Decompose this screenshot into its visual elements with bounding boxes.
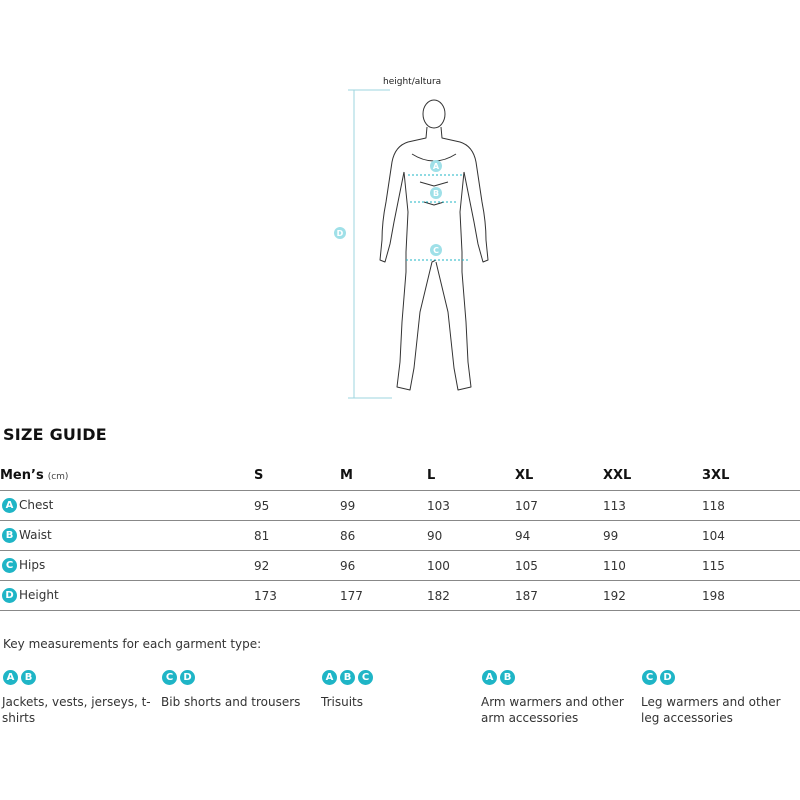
key-item-jackets (2, 667, 157, 726)
badge-d: D (180, 670, 195, 685)
badge-d: D (660, 670, 675, 685)
badge-b: B (340, 670, 355, 685)
cell: 95 (254, 491, 340, 521)
table-row (0, 521, 800, 551)
cell: 99 (603, 521, 702, 551)
cell: 173 (254, 581, 340, 611)
cell: 103 (427, 491, 515, 521)
key-item-text: Trisuits (321, 695, 363, 709)
size-xxl: XXL (603, 460, 702, 491)
header-label: Men’s (cm) (0, 460, 254, 491)
cell: 177 (340, 581, 427, 611)
svg-text:A: A (432, 162, 440, 171)
badge-a: A (322, 670, 337, 685)
cell: 182 (427, 581, 515, 611)
cell: 187 (515, 581, 603, 611)
cell: 99 (340, 491, 427, 521)
badge-d: D (2, 588, 17, 603)
header-unit: (cm) (47, 471, 69, 482)
cell: 192 (603, 581, 702, 611)
cell: 81 (254, 521, 340, 551)
cell: 107 (515, 491, 603, 521)
cell: 115 (702, 551, 800, 581)
svg-text:B: B (432, 189, 440, 198)
page-title: SIZE GUIDE (3, 425, 107, 444)
table-row (0, 551, 800, 581)
height-label: height/altura (383, 77, 442, 87)
cell: 90 (427, 521, 515, 551)
table-row (0, 581, 800, 611)
size-xl: XL (515, 460, 603, 491)
svg-text:D: D (336, 229, 344, 238)
badge-a: A (3, 670, 18, 685)
cell: 105 (515, 551, 603, 581)
key-item-trisuits (321, 667, 476, 710)
key-item-text: Leg warmers and other leg accessories (641, 695, 781, 725)
cell: 96 (340, 551, 427, 581)
body-measurement-figure (330, 72, 510, 407)
marker-d (334, 227, 346, 239)
size-l: L (427, 460, 515, 491)
row-label-height: D Height (0, 581, 254, 611)
size-table (0, 460, 800, 611)
cell: 198 (702, 581, 800, 611)
key-item-text: Arm warmers and other arm accessories (481, 695, 624, 725)
marker-c (430, 244, 442, 256)
cell: 86 (340, 521, 427, 551)
badge-a: A (482, 670, 497, 685)
key-item-bib-shorts (161, 667, 316, 710)
size-m: M (340, 460, 427, 491)
svg-text:C: C (433, 246, 439, 255)
cell: 104 (702, 521, 800, 551)
badge-c: C (358, 670, 373, 685)
row-label-chest: A Chest (0, 491, 254, 521)
size-3xl: 3XL (702, 460, 800, 491)
cell: 100 (427, 551, 515, 581)
badge-b: B (21, 670, 36, 685)
badge-c: C (162, 670, 177, 685)
badge-c: C (2, 558, 17, 573)
size-s: S (254, 460, 340, 491)
key-item-arm-warmers (481, 667, 636, 726)
row-label-waist: B Waist (0, 521, 254, 551)
cell: 118 (702, 491, 800, 521)
marker-a (430, 160, 442, 172)
key-item-leg-warmers (641, 667, 796, 726)
marker-b (430, 187, 442, 199)
table-row (0, 491, 800, 521)
key-item-text: Bib shorts and trousers (161, 695, 301, 709)
cell: 92 (254, 551, 340, 581)
key-item-text: Jackets, vests, jerseys, t-shirts (2, 695, 151, 725)
key-title: Key measurements for each garment type: (3, 637, 262, 651)
table-header-row (0, 460, 800, 491)
badge-b: B (2, 528, 17, 543)
row-label-hips: C Hips (0, 551, 254, 581)
cell: 110 (603, 551, 702, 581)
badge-a: A (2, 498, 17, 513)
cell: 113 (603, 491, 702, 521)
badge-b: B (500, 670, 515, 685)
badge-c: C (642, 670, 657, 685)
height-measure-line (348, 90, 392, 398)
cell: 94 (515, 521, 603, 551)
